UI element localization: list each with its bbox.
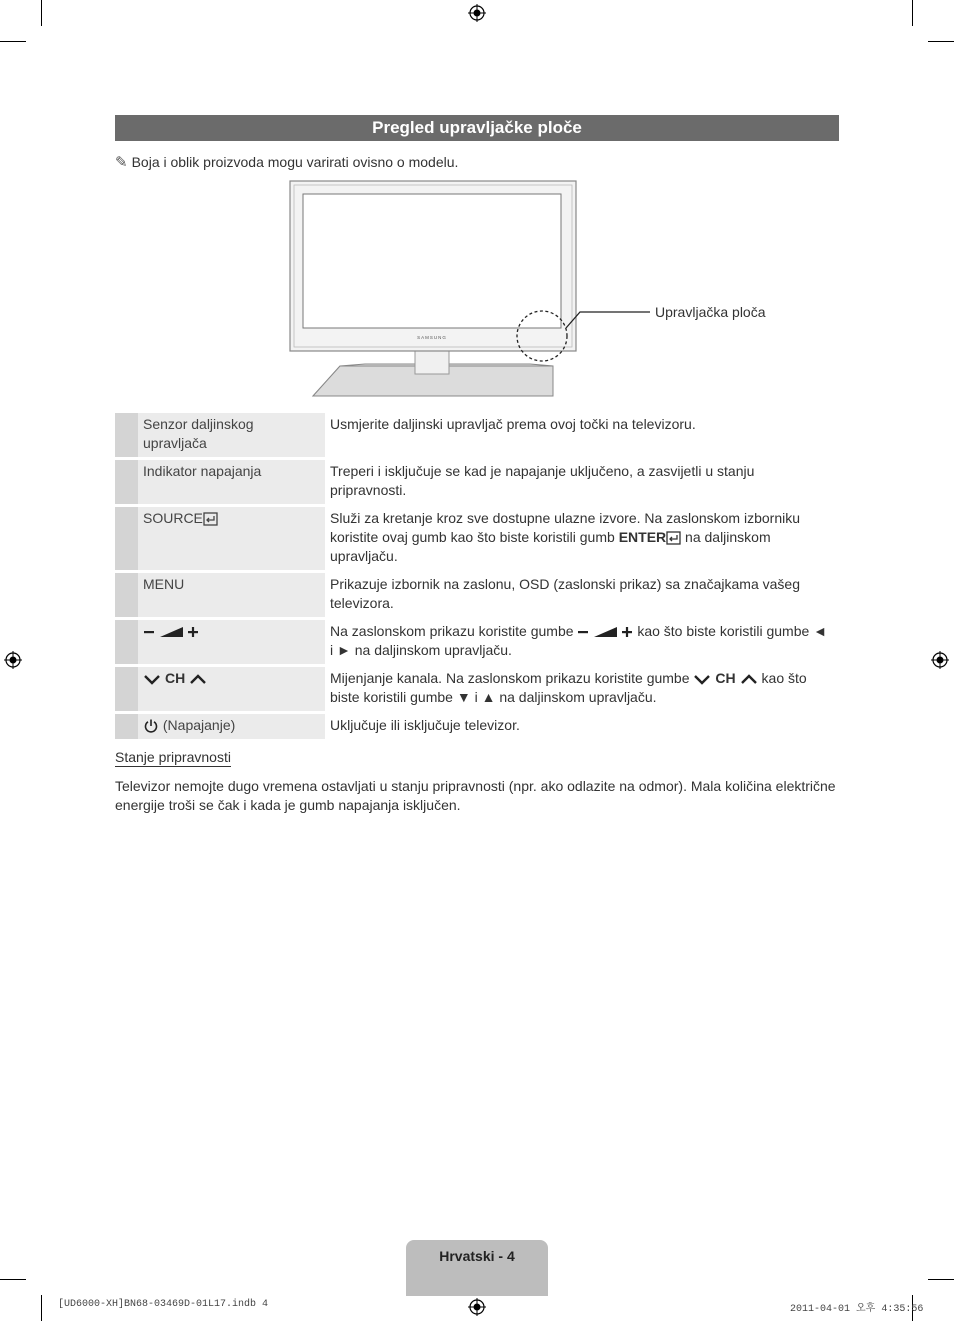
registration-mark-icon <box>468 1298 486 1316</box>
crop-mark <box>928 1279 954 1280</box>
control-description: Treperi i isključuje se kad je napajanje uključeno, a zasvijetli u stanju pripravnosti. <box>330 463 755 498</box>
power-label: (Napajanje) <box>162 717 236 733</box>
table-row <box>115 507 839 570</box>
control-description <box>325 667 839 711</box>
control-panel-table <box>115 410 839 742</box>
description-text: Mijenjanje kanala. Na zaslonskom prikazu koristite gumbe <box>330 670 694 686</box>
control-description <box>325 620 839 664</box>
control-name <box>138 620 325 664</box>
row-marker <box>115 667 138 711</box>
table-row <box>115 573 839 617</box>
crop-mark <box>912 0 913 26</box>
standby-paragraph: Televizor nemojte dugo vremena ostavljati u stanju pripravnosti (npr. ako odlazite na odmor). Mala količina električne energije troši se čak i kada je gumb napajanja isključen. <box>115 778 836 813</box>
volume-minus-plus-icon <box>577 625 633 639</box>
chevron-down-icon <box>143 673 161 685</box>
row-marker <box>115 573 138 617</box>
note <box>115 153 458 171</box>
tv-brand-logo: SAMSUNG <box>417 335 447 340</box>
control-name: Indikator napajanja <box>138 460 325 504</box>
description-text: Služi za kretanje kroz sve dostupne ulazne izvore. Na zaslonskom izborniku koristite ovaj gumb kao što biste koristili gumb <box>330 510 801 545</box>
table-row <box>115 620 839 664</box>
print-slug-date: 2011-04-01 오후 4:35:56 <box>790 1304 924 1315</box>
description-text: kao što biste koristili gumbe ◄ i ► na daljinskom upravljaču. <box>330 623 828 658</box>
ch-label: CH <box>165 670 186 686</box>
registration-mark-icon <box>4 651 22 669</box>
crop-mark <box>0 41 26 42</box>
table-row <box>115 413 839 457</box>
volume-minus-plus-icon <box>143 625 199 639</box>
ch-label: CH <box>715 670 736 686</box>
chevron-up-icon <box>740 673 758 685</box>
page-number-tab <box>406 1240 548 1296</box>
table-row <box>115 714 839 739</box>
control-description <box>325 507 839 570</box>
callout-label: Upravljačka ploča <box>655 304 766 320</box>
crop-mark <box>41 0 42 26</box>
page-label: Hrvatski - 4 <box>439 1248 515 1264</box>
callout-line <box>566 312 650 328</box>
control-name <box>138 507 325 570</box>
control-name: MENU <box>138 573 325 617</box>
control-description: Prikazuje izbornik na zaslonu, OSD (zaslonski prikaz) sa značajkama vašeg televizora. <box>330 576 800 611</box>
chevron-down-icon <box>693 673 711 685</box>
pencil-note-icon: ✎ <box>115 154 128 171</box>
control-description: Usmjerite daljinski upravljač prema ovoj točki na televizoru. <box>330 416 696 432</box>
description-text: kao što biste koristili gumbe ▼ i ▲ na daljinskom upravljaču. <box>330 670 807 705</box>
enter-icon <box>203 512 218 526</box>
note-text: Boja i oblik proizvoda mogu varirati ovisno o modelu. <box>131 154 459 170</box>
row-marker <box>115 507 138 570</box>
table-row <box>115 460 839 504</box>
description-text: Na zaslonskom prikazu koristite gumbe <box>330 623 578 639</box>
row-marker <box>115 413 138 457</box>
enter-icon <box>666 531 681 545</box>
row-marker <box>115 460 138 504</box>
registration-mark-icon <box>468 4 486 22</box>
print-slug-file: [UD6000-XH]BN68-03469D-01L17.indb 4 <box>58 1299 269 1310</box>
enter-label: ENTER <box>618 529 667 545</box>
power-icon <box>143 718 159 734</box>
tv-illustration <box>285 178 655 400</box>
table-row <box>115 667 839 711</box>
control-name <box>138 667 325 711</box>
description-text: na daljinskom upravljaču. <box>330 529 771 564</box>
section-title: Pregled upravljačke ploče <box>115 115 839 141</box>
control-name <box>138 714 325 739</box>
control-name: Senzor daljinskog upravljača <box>138 413 325 457</box>
standby-heading: Stanje pripravnosti <box>115 749 231 765</box>
tv-stand-neck <box>415 350 449 374</box>
chevron-up-icon <box>189 673 207 685</box>
crop-mark <box>0 1279 26 1280</box>
control-description: Uključuje ili isključuje televizor. <box>330 717 520 733</box>
row-marker <box>115 714 138 739</box>
source-label: SOURCE <box>143 510 203 526</box>
registration-mark-icon <box>931 651 949 669</box>
row-marker <box>115 620 138 664</box>
crop-mark <box>41 1295 42 1321</box>
tv-screen <box>303 194 561 328</box>
crop-mark <box>928 41 954 42</box>
